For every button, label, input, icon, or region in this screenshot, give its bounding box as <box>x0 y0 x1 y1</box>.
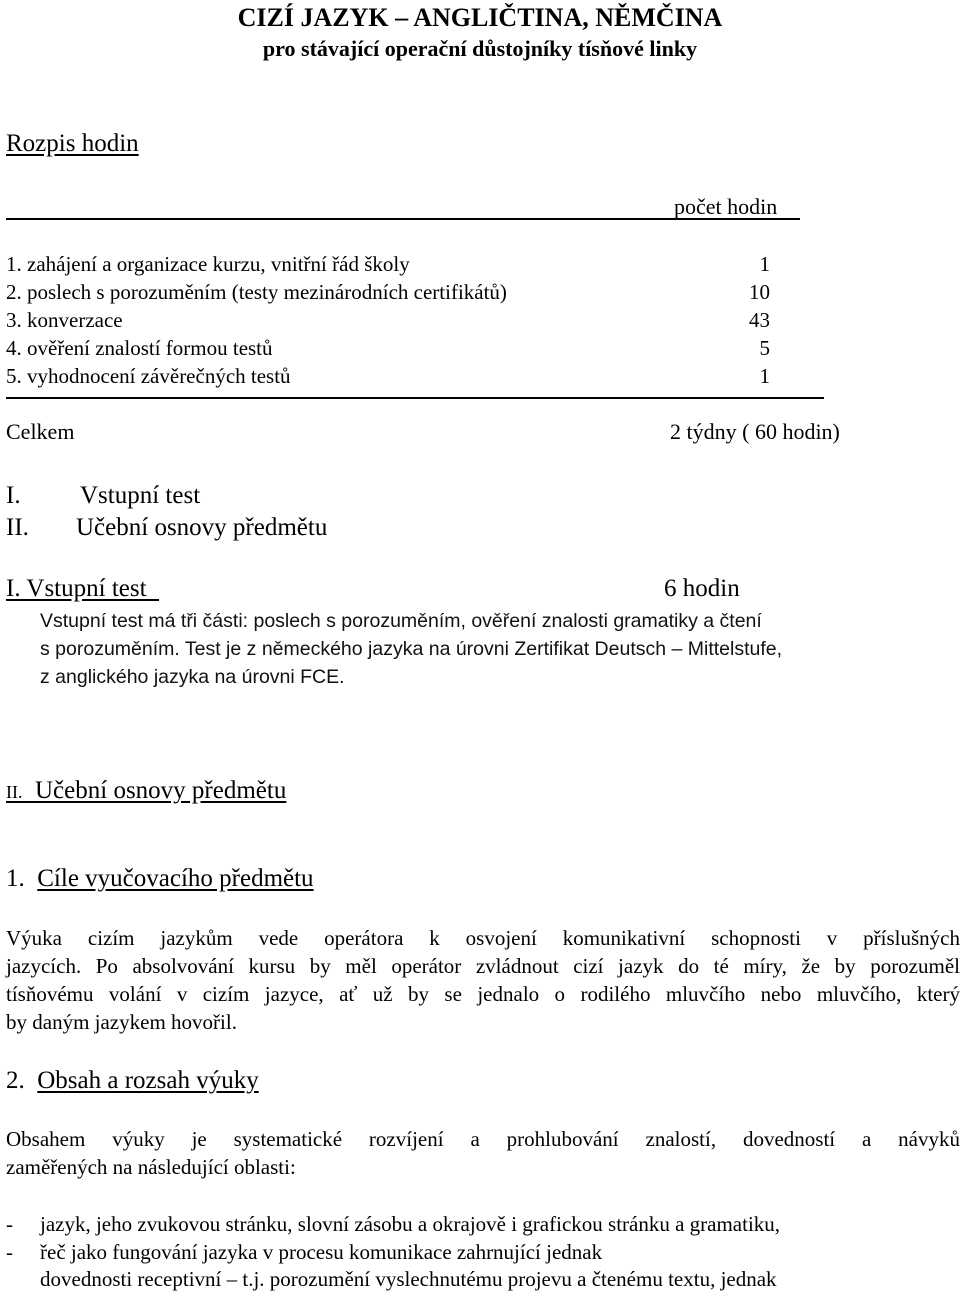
schedule-row-hours: 10 <box>749 280 770 304</box>
subsection-2-number: 2. <box>6 1067 25 1094</box>
contents-item <box>6 480 506 512</box>
list-item-dash: - <box>6 1240 13 1264</box>
list-item-text: řeč jako fungování jazyka v procesu komunikace zahrnující jednak <box>40 1240 603 1264</box>
document-title: CIZÍ JAZYK – ANGLIČTINA, NĚMČINA <box>237 3 723 32</box>
contents-item-title: Vstupní test <box>80 482 201 509</box>
contents-item-number: I. <box>6 482 21 509</box>
list-item-continuation: dovednosti receptivní – t.j. porozumění vyslechnutému projevu a čtenému textu, jednak <box>40 1267 777 1291</box>
schedule-row-label: 4. ověření znalostí formou testů <box>6 336 273 360</box>
paragraph-line: by daným jazykem hovořil. <box>6 1010 237 1034</box>
section-1-hours: 6 hodin <box>664 575 740 602</box>
list-item-text: jazyk, jeho zvukovou stránku, slovní zásobu a okrajově i grafickou stránku a gramatiku, <box>40 1212 781 1236</box>
subsection-2-heading <box>6 1065 259 1097</box>
contents-item-title: Učební osnovy předmětu <box>76 514 328 541</box>
list-item <box>6 1210 946 1238</box>
section-1-heading <box>6 573 159 605</box>
paragraph-line: jazycích. Po absolvování kursu by měl operátor zvládnout cizí jazyk do té míry, že by porozuměl <box>6 954 960 978</box>
document-subtitle: pro stávající operační důstojníky tísňové linky <box>262 36 698 61</box>
section-1-number: I. <box>6 575 21 602</box>
subsection-1-heading <box>6 863 314 895</box>
schedule-row-hours: 5 <box>759 336 770 360</box>
schedule-row-hours: 1 <box>759 252 770 276</box>
subsection-2-title: Obsah a rozsah výuky <box>37 1067 259 1094</box>
schedule-row-hours: 1 <box>759 364 770 388</box>
contents-item-number: II. <box>6 514 29 541</box>
section-2-title: Učební osnovy předmětu <box>35 777 287 804</box>
subsection-1-title: Cíle vyučovacího předmětu <box>37 865 314 892</box>
schedule-row-label: 5. vyhodnocení závěrečných testů <box>6 364 291 388</box>
paragraph-line: tísňovému volání v cizím jazyce, ať už by se jednalo o rodilého mluvčího nebo mluvčího, který <box>6 982 960 1006</box>
list-item-dash: - <box>6 1212 13 1236</box>
schedule-bottom-rule <box>6 397 824 399</box>
schedule-heading: Rozpis hodin <box>6 130 139 157</box>
hours-column-header: počet hodin <box>674 194 778 219</box>
schedule-row-hours: 43 <box>749 308 770 332</box>
paragraph-line: Obsahem výuky je systematické rozvíjení a prohlubování znalostí, dovedností a návyků <box>6 1127 960 1151</box>
section-2-number: II. <box>6 782 23 802</box>
total-label: Celkem <box>6 419 75 444</box>
contents-item <box>6 512 506 544</box>
paragraph-line: Výuka cizím jazykům vede operátora k osvojení komunikativní schopnosti v příslušných <box>6 926 960 950</box>
section-1-title: Vstupní test <box>26 575 147 602</box>
schedule-row-label: 2. poslech s porozuměním (testy mezinárodních certifikátů) <box>6 280 507 304</box>
section-1-text-line: z anglického jazyka na úrovni FCE. <box>40 666 345 688</box>
paragraph-line: zaměřených na následující oblasti: <box>6 1155 296 1179</box>
schedule-row-label: 1. zahájení a organizace kurzu, vnitřní řád školy <box>6 252 410 276</box>
section-2-heading <box>6 775 286 808</box>
total-value: 2 týdny ( 60 hodin) <box>670 419 840 444</box>
list-item <box>6 1238 946 1266</box>
subsection-1-number: 1. <box>6 865 25 892</box>
section-1-text-line: s porozuměním. Test je z německého jazyka na úrovni Zertifikat Deutsch – Mittelstufe, <box>40 638 783 660</box>
section-1-text-line: Vstupní test má tři části: poslech s porozuměním, ověření znalosti gramatiky a čtení <box>40 610 762 632</box>
schedule-row-label: 3. konverzace <box>6 308 123 332</box>
